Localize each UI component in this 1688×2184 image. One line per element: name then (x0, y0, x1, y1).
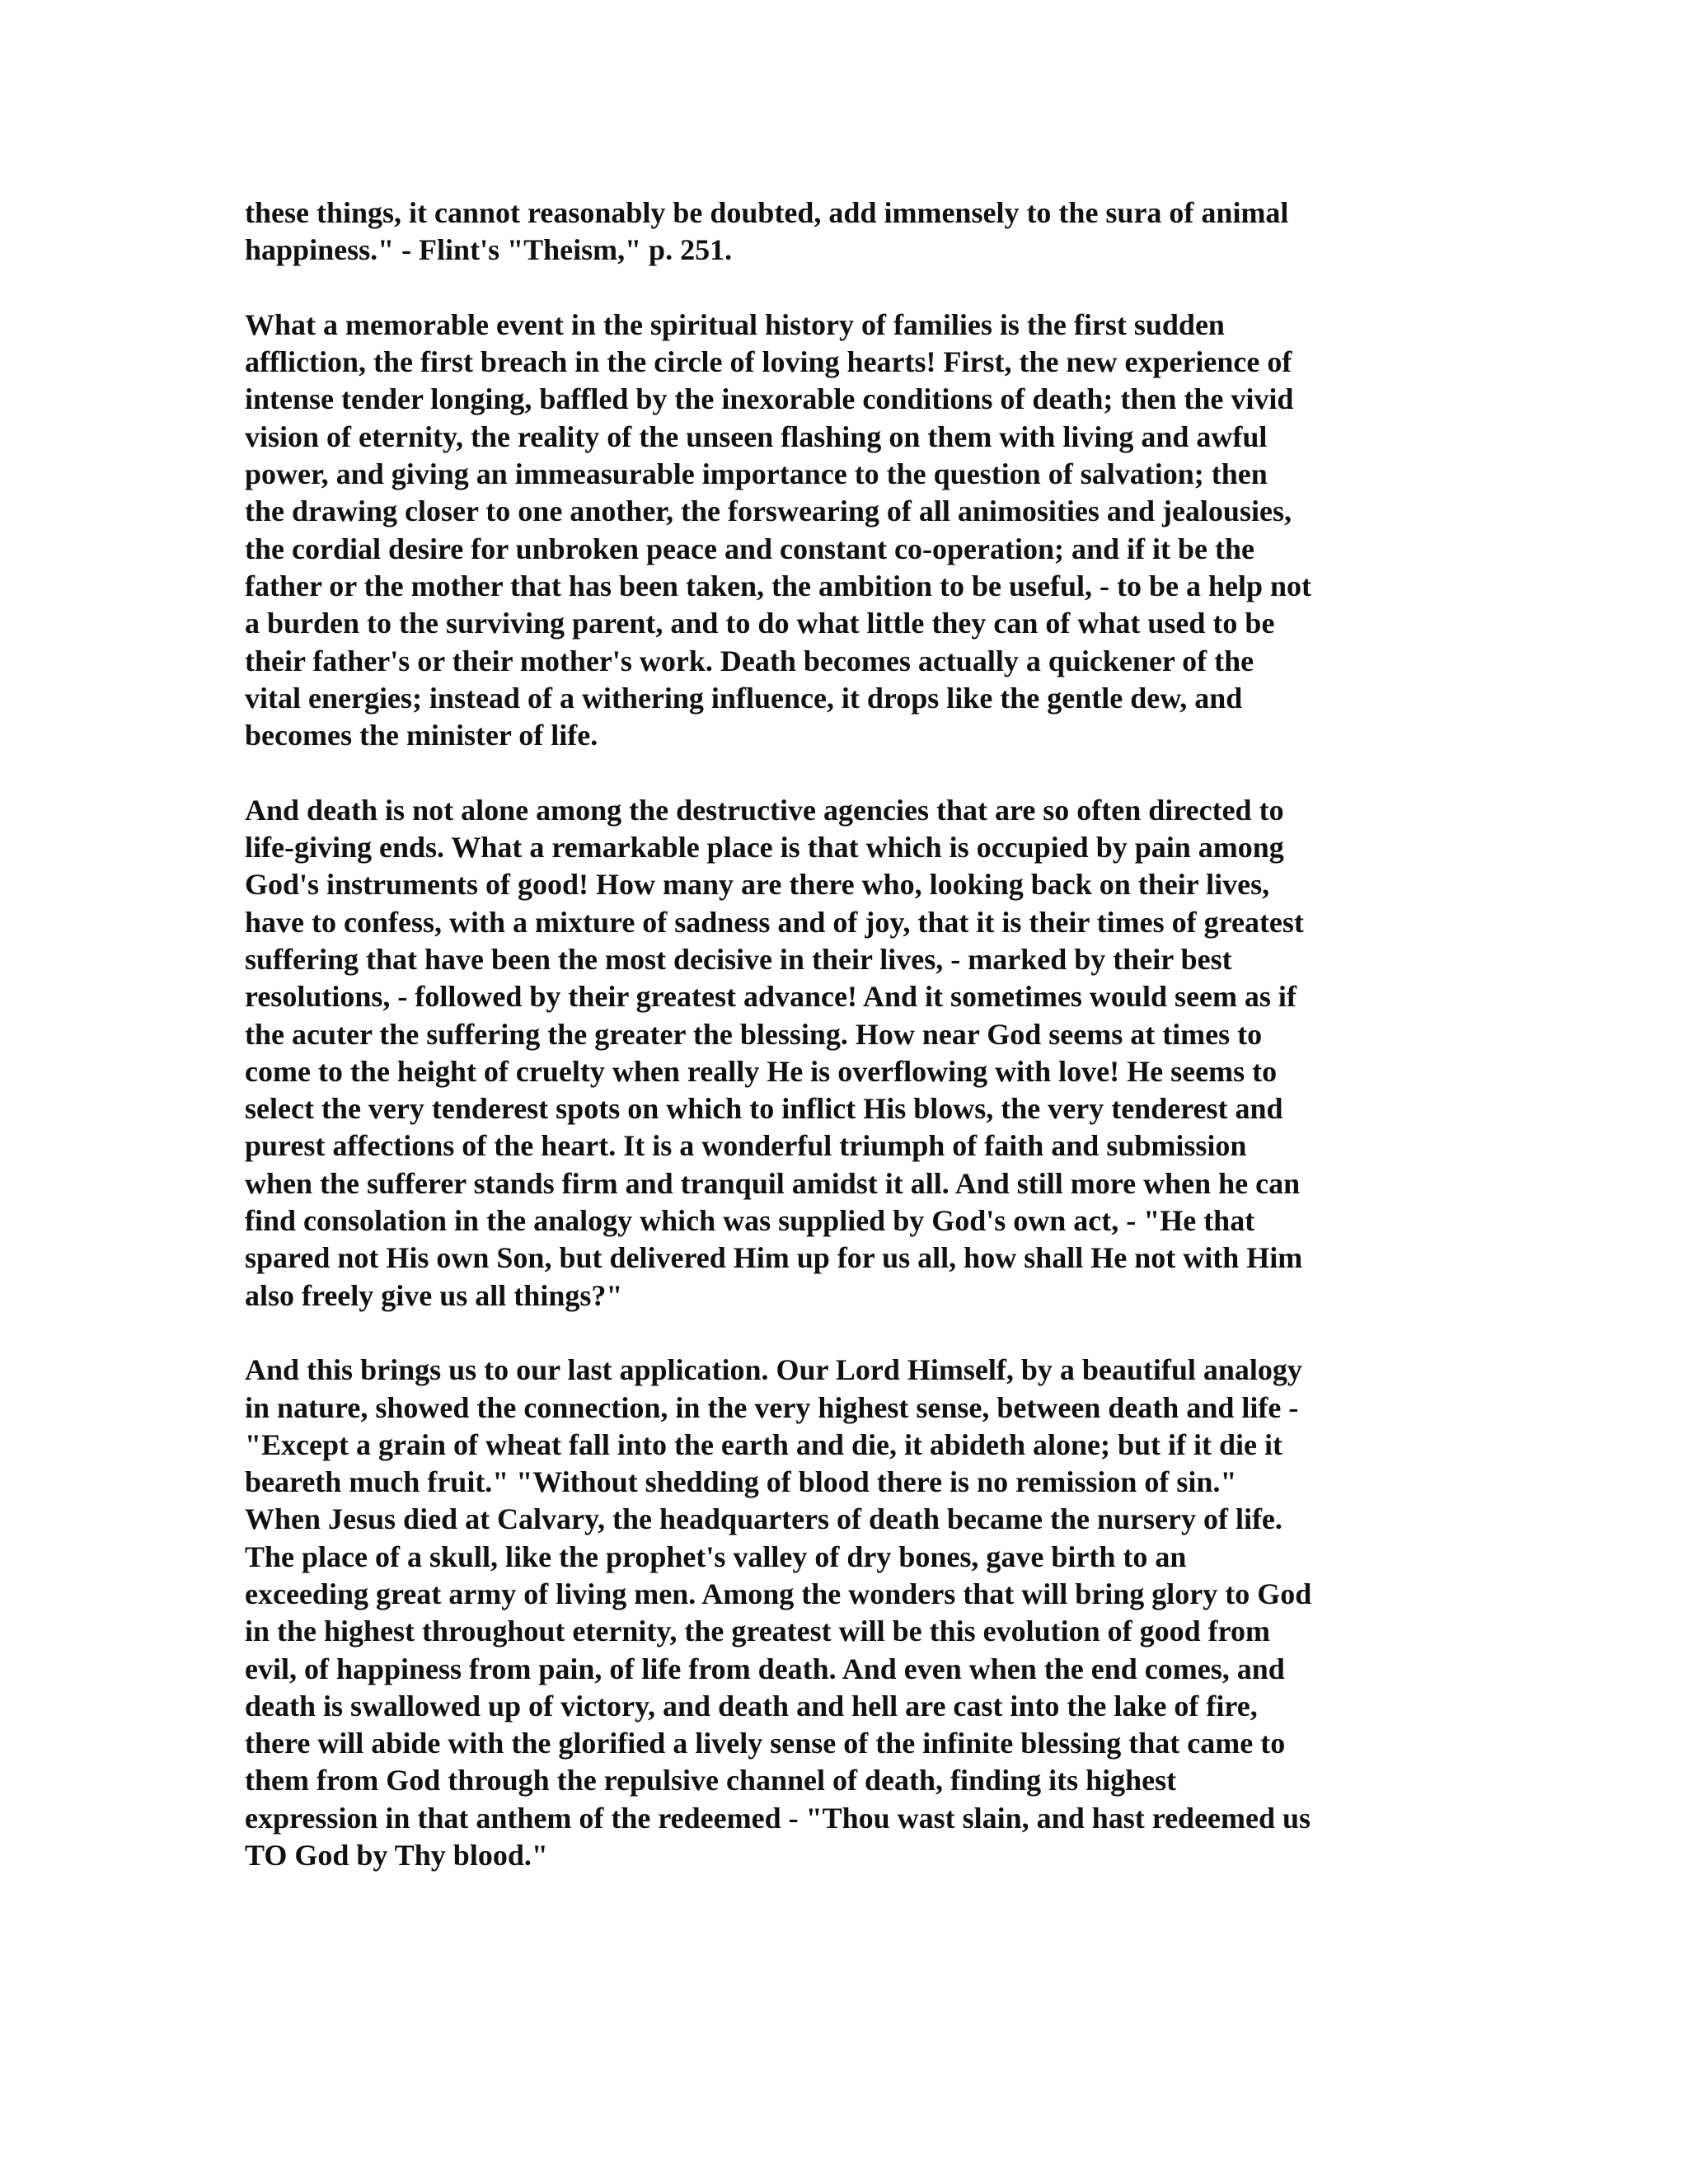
text-line: also freely give us all things?" (245, 1278, 623, 1312)
text-line: the drawing closer to one another, the forswearing of all animosities and jealousies, (245, 494, 1292, 528)
text-line: the acuter the suffering the greater the blessing. How near God seems at times to (245, 1017, 1263, 1051)
text-line: TO God by Thy blood." (245, 1839, 548, 1872)
text-line: death is swallowed up of victory, and death and hell are cast into the lake of fire, (245, 1689, 1258, 1722)
text-line: in the highest throughout eternity, the greatest will be this evolution of good from (245, 1615, 1270, 1648)
text-line: evil, of happiness from pain, of life from death. And even when the end comes, and (245, 1652, 1285, 1685)
text-line: father or the mother that has been taken, the ambition to be useful, - to be a help not (245, 569, 1311, 602)
text-line: a burden to the surviving parent, and to do what little they can of what used to be (245, 607, 1275, 640)
text-line: "Except a grain of wheat fall into the earth and die, it abideth alone; but if it die it (245, 1427, 1282, 1461)
text-line: have to confess, with a mixture of sadness and of joy, that it is their times of greatest (245, 905, 1304, 939)
text-line: intense tender longing, baffled by the inexorable conditions of death; then the vivid (245, 382, 1294, 416)
text-line: the cordial desire for unbroken peace and constant co-operation; and if it be the (245, 532, 1254, 565)
text-line: When Jesus died at Calvary, the headquarters of death became the nursery of life. (245, 1502, 1282, 1536)
text-line: vision of eternity, the reality of the unseen flashing on them with living and awful (245, 419, 1268, 453)
text-line: when the sufferer stands firm and tranquil amidst it all. And still more when he can (245, 1166, 1301, 1200)
text-line: becomes the minister of life. (245, 719, 598, 752)
text-line: come to the height of cruelty when really He is overflowing with love! He seems to (245, 1054, 1278, 1088)
text-line: vital energies; instead of a withering influence, it drops like the gentle dew, and (245, 681, 1243, 715)
text-line: exceeding great army of living men. Among the wonders that will bring glory to God (245, 1577, 1312, 1610)
text-line: affliction, the first breach in the circle of loving hearts! First, the new experience of (245, 345, 1292, 379)
text-line: And death is not alone among the destructive agencies that are so often directed to (245, 793, 1284, 827)
text-line: And this brings us to our last application. Our Lord Himself, by a beautiful analogy (245, 1353, 1302, 1387)
text-line: find consolation in the analogy which was supplied by God's own act, - "He that (245, 1204, 1255, 1238)
body-text (245, 194, 1432, 1874)
text-line: life-giving ends. What a remarkable place is that which is occupied by pain among (245, 831, 1284, 865)
text-line: power, and giving an immeasurable importance to the question of salvation; then (245, 457, 1268, 491)
paragraph-2 (245, 307, 1432, 755)
paragraph-1 (245, 194, 1432, 269)
text-line: there will abide with the glorified a lively sense of the infinite blessing that came to (245, 1727, 1286, 1760)
text-line: select the very tenderest spots on which to inflict His blows, the very tenderest and (245, 1092, 1283, 1126)
text-line: The place of a skull, like the prophet's valley of dry bones, gave birth to an (245, 1540, 1187, 1573)
text-line: expression in that anthem of the redeemed - "Thou wast slain, and hast redeemed us (245, 1801, 1311, 1835)
text-line: their father's or their mother's work. Death becomes actually a quickener of the (245, 644, 1254, 677)
text-line: them from God through the repulsive channel of death, finding its highest (245, 1764, 1177, 1797)
paragraph-4 (245, 1352, 1432, 1874)
text-line: these things, it cannot reasonably be doubted, add immensely to the sura of animal (245, 196, 1289, 229)
text-line: purest affections of the heart. It is a wonderful triumph of faith and submission (245, 1129, 1247, 1163)
paragraph-3 (245, 792, 1432, 1315)
text-line: in nature, showed the connection, in the very highest sense, between death and life - (245, 1390, 1299, 1424)
text-line: What a memorable event in the spiritual history of families is the first sudden (245, 307, 1225, 341)
text-line: spared not His own Son, but delivered Him up for us all, how shall He not with Him (245, 1241, 1303, 1275)
text-line: resolutions, - followed by their greatest advance! And it sometimes would seem as if (245, 980, 1296, 1014)
text-line: suffering that have been the most decisive in their lives, - marked by their best (245, 942, 1232, 976)
text-line: happiness." - Flint's "Theism," p. 251. (245, 233, 733, 267)
text-line: beareth much fruit." "Without shedding of blood there is no remission of sin." (245, 1465, 1237, 1499)
text-line: God's instruments of good! How many are there who, looking back on their lives, (245, 868, 1270, 902)
